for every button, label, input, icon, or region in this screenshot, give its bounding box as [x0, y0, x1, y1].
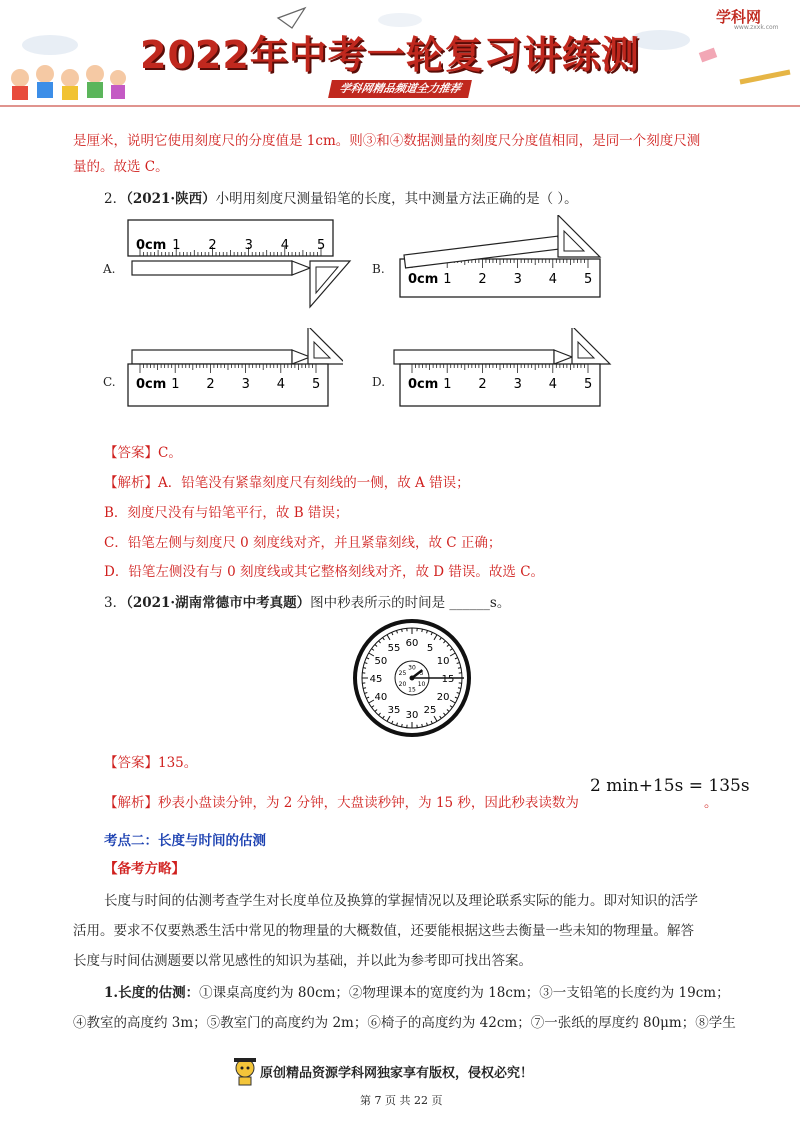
- set-square-icon: [308, 328, 343, 364]
- stopwatch-label: 45: [369, 674, 383, 685]
- banner-subtitle: 学科网精品频道全力推荐: [328, 80, 472, 98]
- q2-analysis-b: B．刻度尺没有与铅笔平行，故 B 错误；: [104, 505, 349, 521]
- pencil-icon: [132, 350, 310, 364]
- estimate-text: ①课桌高度约为 80cm；②物理课本的宽度约为 18cm；③一支铅笔的长度约为 19cm；: [199, 985, 730, 1001]
- site-logo: 学科网: [716, 8, 762, 26]
- ruler: [400, 364, 600, 406]
- q3-analysis: [104, 790, 579, 816]
- ruler-tick-label: 5: [584, 272, 593, 287]
- ruler-tick-label: 2: [206, 377, 215, 392]
- ruler: [128, 220, 333, 256]
- ruler-tick-label: 3: [513, 272, 522, 287]
- question-text: 小明用刻度尺测量铅笔的长度，其中测量方法正确的是（ ）。: [215, 191, 578, 207]
- ruler-tick-label: 1: [172, 238, 181, 253]
- stopwatch-tick: [363, 668, 366, 669]
- analysis-text: 秒表小盘读分钟，为 2 分钟，大盘读秒钟，为 15 秒，因此秒表读数为: [158, 795, 579, 811]
- estimate-line-1: [104, 980, 730, 1006]
- analysis-tag: 【解析】: [104, 475, 158, 491]
- stopwatch-tick: [402, 629, 403, 632]
- set-square-icon: [558, 215, 600, 257]
- ruler: [128, 364, 328, 406]
- ruler-tick-label: 5: [312, 377, 321, 392]
- q2-analysis-c: C．铅笔左侧与刻度尺 0 刻度线对齐，并且紧靠刻线，故 C 正确；: [104, 535, 502, 551]
- question-2: [104, 186, 578, 212]
- paragraph-line-3: 长度与时间估测题要以常见感性的知识为基础，并以此为参考即可找出答案。: [73, 953, 532, 969]
- estimate-title: 1.长度的估测：: [104, 985, 200, 1001]
- q2-analysis-a: [104, 470, 470, 496]
- ruler-tick-label: 3: [241, 377, 250, 392]
- question-text: 图中秒表所示的时间是 ______s。: [310, 595, 511, 611]
- stopwatch-sub-label: 25: [398, 670, 407, 677]
- q3-answer: 【答案】135。: [104, 755, 198, 771]
- stopwatch-label: 30: [405, 710, 419, 721]
- ruler-tick-label: 4: [548, 377, 558, 392]
- stopwatch-sub-label: 5: [419, 670, 424, 677]
- ruler-unit-label: 0cm: [408, 377, 439, 392]
- question-number: 2．: [104, 191, 127, 207]
- intro-line-1: 是厘米，说明它使用刻度尺的分度值是 1cm。则③和④数据测量的刻度尺分度值相同，是同一个刻度尺测: [73, 133, 701, 149]
- ruler-tick-label: 2: [478, 272, 487, 287]
- ruler-figure-b: [390, 215, 615, 315]
- analysis-tag: 【解析】: [104, 795, 158, 811]
- ruler-figure-c: [118, 328, 343, 418]
- stopwatch-tick: [422, 724, 423, 727]
- ruler-tick-label: 3: [244, 238, 253, 253]
- ruler-figure-a: [118, 215, 358, 315]
- ruler-tick-label: 4: [276, 377, 286, 392]
- option-b-label: B.: [372, 262, 385, 276]
- ruler-figure-d: [390, 328, 615, 418]
- option-d-label: D.: [372, 375, 386, 389]
- stopwatch-label: 5: [426, 642, 434, 654]
- q3-formula: 2 min+15s = 135s: [590, 776, 750, 796]
- q2-answer: 【答案】C。: [104, 445, 182, 461]
- ruler-tick-label: 1: [443, 377, 452, 392]
- set-square-icon: [572, 328, 610, 364]
- question-source: （2021·湖南常德市中考真题）: [126, 595, 311, 611]
- stopwatch-tick: [363, 688, 366, 689]
- stopwatch-label: 20: [436, 692, 450, 703]
- question-source: （2021·陕西）: [126, 191, 216, 207]
- question-number: 3．: [104, 595, 127, 611]
- ruler-unit-label: 0cm: [408, 272, 439, 287]
- question-3: [104, 590, 510, 616]
- prep-title: 【备考方略】: [104, 861, 185, 877]
- stopwatch-sub-label: 20: [398, 681, 407, 688]
- banner-title: 2022年中考一轮复习讲练测: [140, 33, 640, 77]
- ruler-tick-label: 5: [317, 238, 326, 253]
- q2-analysis-d: D．铅笔左侧没有与 0 刻度线或其它整格刻线对齐，故 D 错误。故选 C。: [104, 564, 545, 580]
- ruler-tick-label: 1: [443, 272, 452, 287]
- ruler-tick-label: 4: [280, 238, 290, 253]
- kids-cartoon-icon: [11, 65, 126, 100]
- stopwatch-label: 10: [436, 656, 450, 667]
- estimate-line-2: ④教室的高度约 3m；⑤教室门的高度约为 2m；⑥椅子的高度约为 42cm；⑦一张纸的厚度约 80μm；⑧学生: [73, 1015, 736, 1031]
- paragraph-line-2: 活用。要求不仅要熟悉生活中常见的物理量的大概数值，还要能根据这些去衡量一些未知的物理量。解答: [73, 923, 694, 939]
- mascot-icon: [232, 1056, 258, 1086]
- option-a-label: A.: [103, 262, 116, 276]
- stopwatch-label: 40: [374, 692, 388, 703]
- ruler-tick-label: 1: [171, 377, 180, 392]
- stopwatch-sub-label: 10: [417, 681, 426, 688]
- ruler-tick-label: 2: [208, 238, 217, 253]
- ruler-tick-label: 5: [584, 377, 593, 392]
- ruler-tick-label: 3: [513, 377, 522, 392]
- intro-line-2: 量的。故选 C。: [73, 159, 169, 175]
- stopwatch-tick: [402, 724, 403, 727]
- stopwatch-tick: [422, 629, 423, 632]
- page-number: 第 7 页 共 22 页: [360, 1094, 443, 1107]
- stopwatch-label: 55: [387, 642, 401, 654]
- pencil-icon: [394, 350, 572, 364]
- site-url: www.zxxk.com: [734, 24, 779, 31]
- stopwatch-label: 25: [423, 705, 437, 717]
- ruler-tick-label: 4: [548, 272, 558, 287]
- ruler-unit-label: 0cm: [136, 377, 167, 392]
- stopwatch-label: 50: [374, 656, 388, 667]
- stopwatch-sub-label: 15: [408, 686, 416, 694]
- analysis-text: A．铅笔没有紧靠刻度尺有刻线的一侧，故 A 错误；: [158, 475, 470, 491]
- stopwatch-tick: [458, 668, 461, 669]
- q3-end: 。: [704, 795, 718, 811]
- option-c-label: C.: [103, 375, 116, 389]
- copyright-notice: 原创精品资源学科网独家享有版权，侵权必究！: [260, 1066, 534, 1081]
- ruler-unit-label: 0cm: [136, 238, 167, 253]
- paragraph-line-1: 长度与时间的估测考查学生对长度单位及换算的掌握情况以及理论联系实际的能力。即对知识的活学: [104, 893, 698, 909]
- section-title: 考点二：长度与时间的估测: [104, 833, 266, 849]
- ruler-tick-label: 2: [478, 377, 487, 392]
- stopwatch-figure: [352, 618, 472, 738]
- stopwatch-label: 60: [405, 638, 419, 649]
- stopwatch-sub-label: 30: [408, 664, 416, 672]
- stopwatch-label: 35: [387, 705, 401, 717]
- set-square-icon: [310, 261, 350, 307]
- page-header: [0, 0, 800, 110]
- stopwatch-label: 15: [441, 674, 455, 685]
- stopwatch-tick: [458, 688, 461, 689]
- stopwatch-pivot: [410, 676, 415, 681]
